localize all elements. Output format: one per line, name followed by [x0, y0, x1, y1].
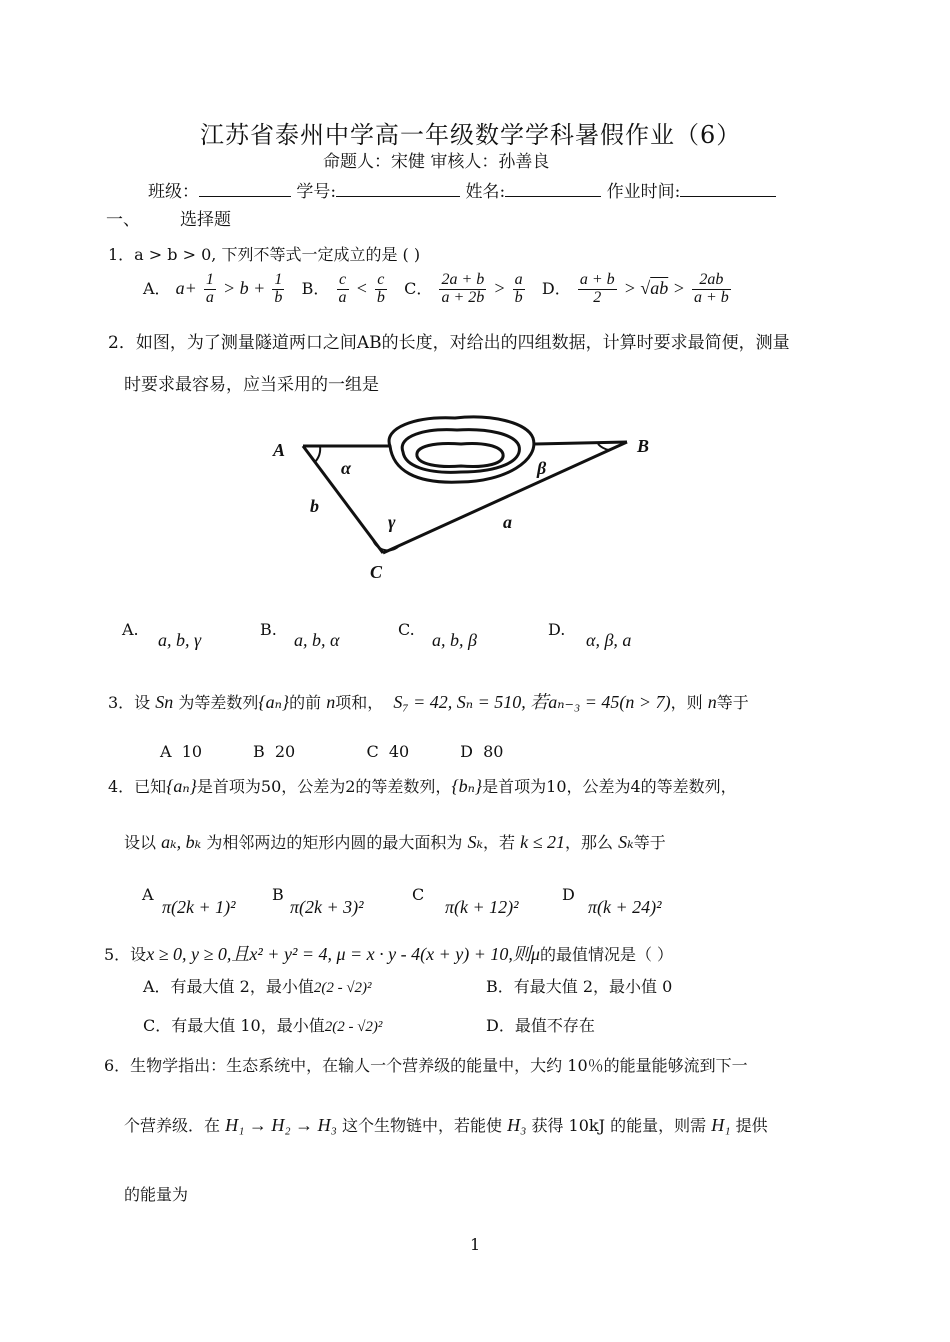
- q4-option-d-label: D: [562, 885, 575, 904]
- q5-option-c-value: 2(2 - √2)²: [324, 1019, 383, 1035]
- q5-option-a: A．有最大值 2，最小值2(2 - √2)²: [143, 977, 372, 996]
- q5-option-d: D．最值不存在: [486, 1016, 595, 1035]
- q2-stem-line2: 时要求最容易，应当采用的一组是: [124, 375, 379, 395]
- q6-H1: H₁: [711, 1115, 731, 1135]
- q6-line2: 个营养级．在 H₁ → H₂ → H₃ 这个生物链中，若能使 H₃ 获得 10kJ 的能量，则需 H₁ 提供: [124, 1115, 768, 1135]
- q3-an: {aₙ}: [258, 692, 290, 712]
- q4-Sk2: Sₖ: [618, 832, 634, 852]
- q4-stem-line1: 4．已知{aₙ}是首项为50，公差为2的等差数列，{bₙ}是首项为10，公差为4的等差数列，: [108, 776, 737, 796]
- q4-an: {aₙ}: [166, 776, 197, 796]
- q5-condition: x ≥ 0, y ≥ 0,且x² + y² = 4, μ = x · y - 4(x + y) + 10,则μ: [146, 944, 540, 964]
- q3-n: n: [326, 692, 336, 712]
- section-title: 选择题: [180, 210, 231, 230]
- q4-option-c-value: π(k + 12)²: [445, 897, 519, 917]
- authors: 命题人：宋健 审核人：孙善良: [323, 152, 550, 172]
- q1-a-expr: a+: [175, 277, 197, 298]
- q3-condition: S₇ = 42, Sₙ = 510, 若aₙ₋₃ = 45(n > 7): [393, 692, 671, 712]
- q1-frac-2ab-apb: $\frac{2ab}{a + b}$: [693, 271, 729, 306]
- q6-line1: 6．生物学指出：生态系统中，在输人一个营养级的能量中，大约 10％的能量能够流到下一: [104, 1056, 748, 1075]
- student-info-row: [148, 177, 776, 202]
- section-number: 一、: [106, 210, 140, 230]
- q5-option-b: B．有最大值 2，最小值 0: [486, 977, 673, 996]
- q2-option-b-label: B.: [260, 620, 277, 639]
- q1-sqrt-ab: ab: [650, 277, 669, 298]
- q4-bn: {bₙ}: [451, 776, 483, 796]
- fig-label-B: B: [637, 436, 650, 456]
- name-label: 姓名:: [465, 182, 506, 202]
- q4-option-c-label: C: [412, 885, 425, 904]
- page-title: 江苏省泰州中学高一年级数学学科暑假作业（6）: [200, 121, 742, 149]
- q3-n2: n: [707, 692, 717, 712]
- q6-chain: H₁ → H₂ → H₃: [225, 1115, 337, 1135]
- q2-option-d-label: D.: [548, 620, 566, 639]
- name-field[interactable]: [505, 180, 601, 197]
- q1-option-d-label: D．: [541, 278, 571, 298]
- q1-frac-2ab: $\frac{2a + b}{a + 2b}$: [441, 271, 485, 306]
- q2-option-c-value: a, b, β: [432, 630, 477, 650]
- q2-option-d-value: α, β, a: [586, 630, 632, 650]
- q2-option-c-label: C.: [398, 620, 415, 639]
- fig-label-C: C: [370, 562, 383, 582]
- class-label: 班级：: [148, 182, 199, 202]
- q4-option-b-value: π(2k + 3)²: [290, 897, 364, 917]
- q1-frac-ca: $\frac{c}{a}$: [338, 271, 347, 306]
- fig-label-beta: β: [537, 458, 547, 478]
- q4-akbk: aₖ, bₖ: [161, 832, 202, 852]
- fig-label-alpha: α: [341, 458, 351, 478]
- q3-stem: 3．设 Sn 为等差数列{aₙ}的前 n项和， S₇ = 42, Sₙ = 510, 若aₙ₋₃ = 45(n > 7)，则 n等于: [108, 692, 749, 712]
- fig-label-A: A: [273, 440, 286, 460]
- q1-options: A． a+ $\frac{1}{a}$ > b + $\frac{1}{b}$ B． $\frac{c}{a}$ < $\frac{c}{b}$ C． $\frac{2a + b}{a + 2b}$ > $\frac{a}{b}$ D． $\frac{a + b}{2}$ > √ab > $\frac{2ab}{a + b}$: [143, 271, 729, 306]
- q4-condition: k ≤ 21: [520, 832, 566, 852]
- q4-option-b-label: B: [272, 885, 284, 904]
- q2-option-b-value: a, b, α: [294, 630, 340, 650]
- q1-frac-ab: $\frac{a}{b}$: [514, 271, 523, 306]
- q5-option-c: C．有最大值 10，最小值2(2 - √2)²: [143, 1016, 383, 1035]
- fig-label-a: a: [503, 512, 512, 532]
- q4-option-a-value: π(2k + 1)²: [162, 897, 236, 917]
- id-label: 学号:: [296, 182, 337, 202]
- q2-option-a-label: A.: [122, 620, 139, 639]
- q3-options: A 10 B 20 C 40 D 80: [160, 742, 504, 761]
- q4-stem-line2: 设以 aₖ, bₖ 为相邻两边的矩形内圆的最大面积为 Sₖ，若 k ≤ 21，那么 Sₖ等于: [124, 832, 666, 852]
- tunnel-figure: [265, 408, 665, 583]
- q6-line3: 的能量为: [124, 1185, 189, 1204]
- fig-label-gamma: γ: [388, 512, 396, 532]
- time-field[interactable]: [680, 180, 776, 197]
- q4-option-a-label: A: [142, 885, 154, 904]
- q1-option-a-label: A．: [143, 278, 171, 298]
- q1-option-c-label: C．: [404, 278, 433, 298]
- time-label: 作业时间:: [606, 182, 681, 202]
- q2-stem-line1: 2．如图，为了测量隧道两口之间AB的长度，对给出的四组数据，计算时要求最简便，测量: [108, 333, 790, 353]
- page-number: 1: [470, 1235, 481, 1254]
- q1-frac-apb2: $\frac{a + b}{2}$: [579, 271, 615, 306]
- q1-stem: 1．a > b > 0, 下列不等式一定成立的是 ( ): [108, 245, 421, 264]
- q1-frac-1a: $\frac{1}{a}$: [205, 271, 214, 306]
- q5-option-a-value: 2(2 - √2)²: [313, 980, 372, 996]
- class-field[interactable]: [199, 180, 291, 197]
- q3-Sn: Sn: [155, 692, 174, 712]
- q4-option-d-value: π(k + 24)²: [588, 897, 662, 917]
- q1-frac-cb: $\frac{c}{b}$: [376, 271, 385, 306]
- q5-stem: 5．设x ≥ 0, y ≥ 0,且x² + y² = 4, μ = x · y - 4(x + y) + 10,则μ的最值情况是（ ）: [104, 944, 674, 964]
- q1-a-plus: > b +: [223, 277, 266, 298]
- q1-frac-1b: $\frac{1}{b}$: [274, 271, 283, 306]
- q2-option-a-value: a, b, γ: [158, 630, 202, 650]
- q6-H3: H₃: [507, 1115, 527, 1135]
- q1-option-b-label: B．: [301, 278, 330, 298]
- id-field[interactable]: [336, 180, 460, 197]
- q4-Sk: Sₖ: [467, 832, 484, 852]
- fig-label-b: b: [310, 496, 319, 516]
